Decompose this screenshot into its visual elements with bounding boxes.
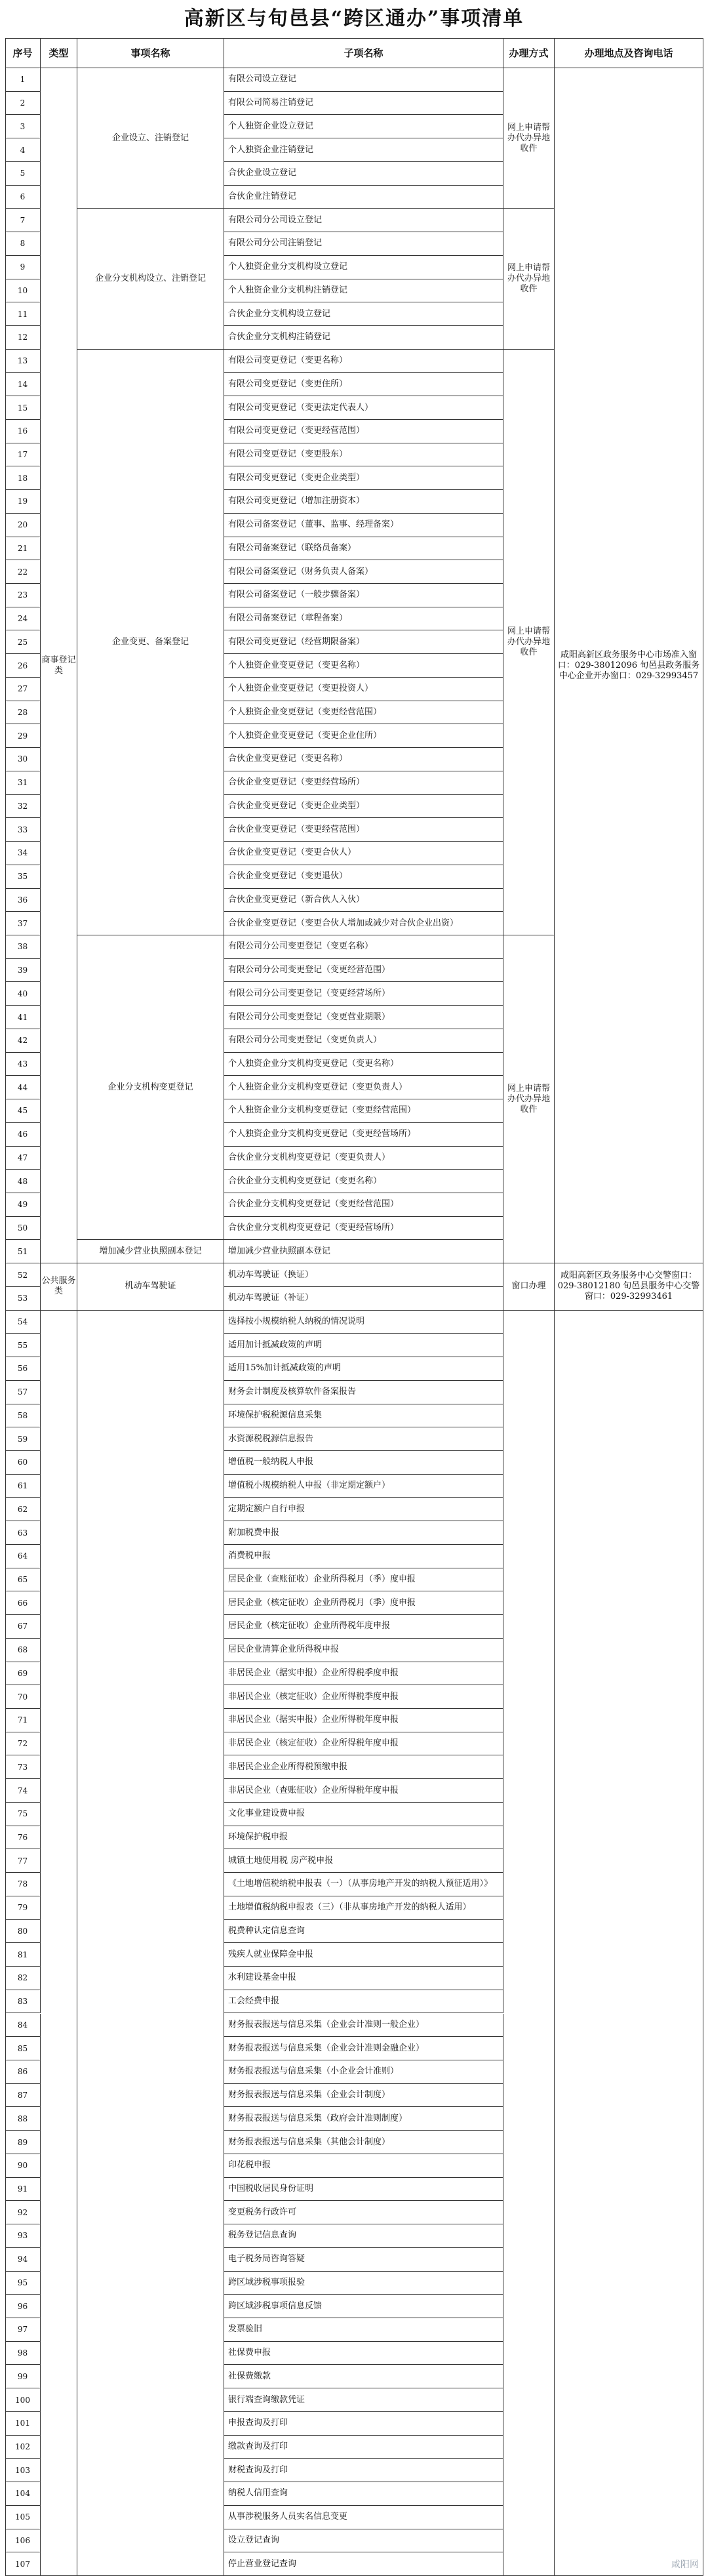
row-number: 34 (5, 842, 41, 865)
row-number: 6 (5, 186, 41, 209)
method-online: 网上申请帮办代办异地收件 (503, 350, 555, 935)
row-number: 49 (5, 1193, 41, 1217)
sub-item-name: 有限公司备案登记（一般步骤备案） (224, 584, 503, 607)
row-number: 69 (5, 1662, 41, 1686)
sub-item-name: 合伙企业注销登记 (224, 186, 503, 209)
row-number: 35 (5, 865, 41, 889)
sub-item-name: 残疾人就业保障金申报 (224, 1943, 503, 1967)
sub-item-name: 财务报表报送与信息采集（政府会计准则制度） (224, 2107, 503, 2131)
page-title: 高新区与旬邑县“跨区通办”事项清单 (184, 7, 524, 30)
sub-item-name: 个人独资企业分支机构变更登记（变更经营范围） (224, 1099, 503, 1123)
row-number: 4 (5, 138, 41, 162)
row-number: 50 (5, 1217, 41, 1240)
row-number: 36 (5, 889, 41, 912)
row-number: 103 (5, 2459, 41, 2482)
sub-item-name: 合伙企业分支机构设立登记 (224, 302, 503, 326)
row-number: 105 (5, 2506, 41, 2529)
row-number: 52 (5, 1263, 41, 1287)
sub-item-name: 消费税申报 (224, 1545, 503, 1568)
row-number: 30 (5, 748, 41, 771)
sub-item-name: 适用15%加计抵减政策的声明 (224, 1357, 503, 1381)
sub-item-name: 财务报表报送与信息采集（小企业会计准则） (224, 2060, 503, 2084)
row-number: 77 (5, 1849, 41, 1873)
sub-item-name: 增值税小规模纳税人申报（非定期定额户） (224, 1475, 503, 1498)
sub-item-name: 有限公司备案登记（董事、监事、经理备案） (224, 514, 503, 537)
row-number: 99 (5, 2365, 41, 2388)
row-number: 9 (5, 256, 41, 279)
sub-item-name: 适用加计抵减政策的声明 (224, 1334, 503, 1357)
row-number: 80 (5, 1920, 41, 1944)
row-number: 72 (5, 1732, 41, 1756)
header-sub-item: 子项名称 (224, 38, 503, 68)
sub-item-name: 非居民企业（核定征收）企业所得税季度申报 (224, 1685, 503, 1709)
sub-item-name: 变更税务行政许可 (224, 2201, 503, 2224)
sub-item-name: 个人独资企业分支机构变更登记（变更经营场所） (224, 1123, 503, 1147)
row-number: 40 (5, 982, 41, 1006)
row-number: 17 (5, 443, 41, 467)
row-number: 12 (5, 326, 41, 350)
sub-item-name: 财务报表报送与信息采集（企业会计准则一般企业） (224, 2014, 503, 2037)
sub-item-name: 机动车驾驶证（补证） (224, 1287, 503, 1311)
sub-item-name: 有限公司变更登记（变更股东） (224, 443, 503, 467)
row-number: 1 (5, 68, 41, 92)
row-number: 81 (5, 1943, 41, 1967)
row-number: 78 (5, 1873, 41, 1896)
row-number: 74 (5, 1779, 41, 1803)
sub-item-name: 纳税人信用查询 (224, 2482, 503, 2506)
row-number: 65 (5, 1568, 41, 1592)
row-number: 31 (5, 771, 41, 795)
sub-item-name: 合伙企业变更登记（变更企业类型） (224, 795, 503, 819)
header-method: 办理方式 (503, 38, 555, 68)
sub-item-name: 增值税一般纳税人申报 (224, 1451, 503, 1475)
sub-item-name: 有限公司变更登记（变更法定代表人） (224, 396, 503, 420)
sub-item-name: 跨区域涉税事项信息反馈 (224, 2295, 503, 2318)
row-number: 7 (5, 209, 41, 232)
place-public: 咸阳高新区政务服务中心交警窗口：029-38012180 旬邑县服务中心交警窗口：029-32993461 (555, 1263, 703, 1310)
watermark-logo: 咸阳网 (671, 2560, 699, 2570)
row-number: 33 (5, 818, 41, 842)
sub-item-name: 合伙企业变更登记（变更合伙人） (224, 842, 503, 865)
sub-item-name: 城镇土地使用税 房产税申报 (224, 1849, 503, 1873)
sub-item-name: 有限公司分公司变更登记（变更经营场所） (224, 982, 503, 1006)
row-number: 32 (5, 795, 41, 819)
row-number: 38 (5, 935, 41, 959)
row-number: 107 (5, 2552, 41, 2576)
row-number: 85 (5, 2037, 41, 2060)
row-number: 19 (5, 490, 41, 514)
row-number: 83 (5, 1990, 41, 2014)
sub-item-name: 增加减少营业执照副本登记 (224, 1240, 503, 1263)
sub-item-name: 停止营业登记查询 (224, 2552, 503, 2576)
sub-item-name: 个人独资企业分支机构变更登记（变更负责人） (224, 1076, 503, 1099)
row-number: 97 (5, 2318, 41, 2342)
matter-name: 企业分支机构设立、注销登记 (77, 209, 224, 349)
sub-item-name: 居民企业（核定征收）企业所得税年度申报 (224, 1615, 503, 1639)
row-number: 46 (5, 1123, 41, 1147)
sub-item-name: 税费种认定信息查询 (224, 1920, 503, 1944)
sub-item-name: 有限公司备案登记（联络员备案） (224, 537, 503, 561)
row-number: 20 (5, 514, 41, 537)
row-number: 98 (5, 2342, 41, 2365)
matter-name: 企业变更、备案登记 (77, 350, 224, 935)
row-number: 63 (5, 1521, 41, 1545)
sub-item-name: 银行端查询缴款凭证 (224, 2388, 503, 2412)
row-number: 67 (5, 1615, 41, 1639)
row-number: 2 (5, 92, 41, 115)
sub-item-name: 有限公司分公司变更登记（变更名称） (224, 935, 503, 959)
row-number: 8 (5, 232, 41, 256)
row-number: 29 (5, 724, 41, 748)
sub-item-name: 有限公司变更登记（变更住所） (224, 373, 503, 396)
sub-item-name: 合伙企业分支机构变更登记（变更经营范围） (224, 1193, 503, 1217)
sub-item-name: 机动车驾驶证（换证） (224, 1263, 503, 1287)
row-number: 70 (5, 1685, 41, 1709)
row-number: 59 (5, 1427, 41, 1451)
row-number: 92 (5, 2201, 41, 2224)
row-number: 95 (5, 2272, 41, 2295)
sub-item-name: 社保费申报 (224, 2342, 503, 2365)
row-number: 89 (5, 2131, 41, 2154)
sub-item-name: 定期定额户自行申报 (224, 1498, 503, 1521)
sub-item-name: 有限公司分公司设立登记 (224, 209, 503, 232)
sub-item-name: 个人独资企业分支机构变更登记（变更名称） (224, 1053, 503, 1076)
method-blank (503, 1311, 555, 2576)
sub-item-name: 电子税务局咨询答疑 (224, 2248, 503, 2272)
header-place: 办理地点及咨询电话 (555, 38, 703, 68)
row-number: 26 (5, 654, 41, 678)
row-number: 104 (5, 2482, 41, 2506)
sub-item-name: 财务报表报送与信息采集（其他会计制度） (224, 2131, 503, 2154)
sub-item-name: 财务报表报送与信息采集（企业会计制度） (224, 2084, 503, 2108)
sub-item-name: 居民企业（核定征收）企业所得税月（季）度申报 (224, 1591, 503, 1615)
sub-item-name: 非居民企业（查账征收）企业所得税年度申报 (224, 1779, 503, 1803)
row-number: 57 (5, 1381, 41, 1404)
sub-item-name: 环境保护税申报 (224, 1826, 503, 1850)
sub-item-name: 财务会计制度及核算软件备案报告 (224, 1381, 503, 1404)
sub-item-name: 有限公司备案登记（财务负责人备案） (224, 560, 503, 584)
sub-item-name: 个人独资企业注销登记 (224, 138, 503, 162)
sub-item-name: 有限公司变更登记（变更名称） (224, 350, 503, 373)
sub-item-name: 个人独资企业设立登记 (224, 115, 503, 138)
row-number: 10 (5, 279, 41, 303)
sub-item-name: 水资源税税源信息报告 (224, 1427, 503, 1451)
row-number: 106 (5, 2529, 41, 2553)
sub-item-name: 工会经费申报 (224, 1990, 503, 2014)
sub-item-name: 合伙企业分支机构变更登记（变更名称） (224, 1170, 503, 1193)
row-number: 88 (5, 2107, 41, 2131)
sub-item-name: 合伙企业变更登记（变更退伙） (224, 865, 503, 889)
sub-item-name: 非居民企业企业所得税预缴申报 (224, 1755, 503, 1779)
sub-item-name: 有限公司变更登记（增加注册资本） (224, 490, 503, 514)
sub-item-name: 环境保护税税源信息采集 (224, 1404, 503, 1428)
sub-item-name: 有限公司简易注销登记 (224, 92, 503, 115)
row-number: 87 (5, 2084, 41, 2108)
sub-item-name: 合伙企业变更登记（变更名称） (224, 748, 503, 771)
row-number: 56 (5, 1357, 41, 1381)
sub-item-name: 个人独资企业变更登记（变更名称） (224, 654, 503, 678)
sub-item-name: 财务报表报送与信息采集（企业会计准则金融企业） (224, 2037, 503, 2060)
sub-item-name: 合伙企业变更登记（变更经营场所） (224, 771, 503, 795)
row-number: 68 (5, 1639, 41, 1662)
row-number: 18 (5, 466, 41, 490)
row-number: 11 (5, 302, 41, 326)
method-online: 网上申请帮办代办异地收件 (503, 935, 555, 1263)
row-number: 41 (5, 1006, 41, 1029)
row-number: 94 (5, 2248, 41, 2272)
sub-item-name: 《土地增值税纳税申报表（一）（从事房地产开发的纳税人预征适用）》 (224, 1873, 503, 1896)
row-number: 21 (5, 537, 41, 561)
row-number: 64 (5, 1545, 41, 1568)
row-number: 71 (5, 1709, 41, 1732)
sub-item-name: 有限公司分公司变更登记（变更负责人） (224, 1029, 503, 1053)
row-number: 100 (5, 2388, 41, 2412)
sub-item-name: 发票验旧 (224, 2318, 503, 2342)
sub-item-name: 申报查询及打印 (224, 2412, 503, 2436)
row-number: 75 (5, 1803, 41, 1826)
sub-item-name: 附加税费申报 (224, 1521, 503, 1545)
sub-item-name: 个人独资企业分支机构设立登记 (224, 256, 503, 279)
row-number: 102 (5, 2436, 41, 2459)
category-public: 公共服务类 (41, 1263, 77, 1310)
sub-item-name: 合伙企业分支机构变更登记（变更经营场所） (224, 1217, 503, 1240)
matter-name: 企业设立、注销登记 (77, 68, 224, 209)
method-online: 网上申请帮办代办异地收件 (503, 209, 555, 349)
row-number: 91 (5, 2178, 41, 2201)
sub-item-name: 个人独资企业变更登记（变更经营范围） (224, 701, 503, 725)
sub-item-name: 合伙企业变更登记（变更经营范围） (224, 818, 503, 842)
sub-item-name: 跨区域涉税事项报验 (224, 2272, 503, 2295)
row-number: 22 (5, 560, 41, 584)
sub-item-name: 印花税申报 (224, 2154, 503, 2178)
sub-item-name: 非居民企业（核定征收）企业所得税年度申报 (224, 1732, 503, 1756)
matter-blank (77, 1311, 224, 2576)
category-blank (41, 1311, 77, 2576)
row-number: 43 (5, 1053, 41, 1076)
sub-item-name: 缴款查询及打印 (224, 2436, 503, 2459)
category-commerce: 商事登记类 (41, 68, 77, 1263)
row-number: 5 (5, 162, 41, 186)
row-number: 47 (5, 1147, 41, 1170)
row-number: 39 (5, 959, 41, 983)
sub-item-name: 合伙企业变更登记（新合伙人入伙） (224, 889, 503, 912)
row-number: 53 (5, 1287, 41, 1311)
sub-item-name: 有限公司变更登记（经营期限备案） (224, 630, 503, 654)
row-number: 101 (5, 2412, 41, 2436)
sub-item-name: 社保费缴款 (224, 2365, 503, 2388)
sub-item-name: 文化事业建设费申报 (224, 1803, 503, 1826)
sub-item-name: 个人独资企业分支机构注销登记 (224, 279, 503, 303)
sub-item-name: 设立登记查询 (224, 2529, 503, 2553)
sub-item-name: 财税查询及打印 (224, 2459, 503, 2482)
sub-item-name: 有限公司设立登记 (224, 68, 503, 92)
sub-item-name: 合伙企业变更登记（变更合伙人增加或减少对合伙企业出资） (224, 912, 503, 935)
sub-item-name: 有限公司分公司注销登记 (224, 232, 503, 256)
row-number: 3 (5, 115, 41, 138)
sub-item-name: 非居民企业（据实申报）企业所得税季度申报 (224, 1662, 503, 1686)
sub-item-name: 居民企业（查账征收）企业所得税月（季）度申报 (224, 1568, 503, 1592)
row-number: 55 (5, 1334, 41, 1357)
sub-item-name: 有限公司分公司变更登记（变更经营范围） (224, 959, 503, 983)
row-number: 42 (5, 1029, 41, 1053)
row-number: 23 (5, 584, 41, 607)
row-number: 86 (5, 2060, 41, 2084)
matter-name: 增加减少营业执照副本登记 (77, 1240, 224, 1263)
place-blank (555, 1311, 703, 2576)
header-matter: 事项名称 (77, 38, 224, 68)
sub-item-name: 非居民企业（据实申报）企业所得税年度申报 (224, 1709, 503, 1732)
sub-item-name: 有限公司变更登记（变更企业类型） (224, 466, 503, 490)
row-number: 93 (5, 2224, 41, 2248)
sub-item-name: 居民企业清算企业所得税申报 (224, 1639, 503, 1662)
row-number: 61 (5, 1475, 41, 1498)
row-number: 66 (5, 1591, 41, 1615)
place-commerce: 咸阳高新区政务服务中心市场准入窗口：029-38012096 旬邑县政务服务中心企业开办窗口：029-32993457 (555, 68, 703, 1263)
sub-item-name: 选择按小规模纳税人纳税的情况说明 (224, 1311, 503, 1334)
sub-item-name: 税务登记信息查询 (224, 2224, 503, 2248)
row-number: 14 (5, 373, 41, 396)
row-number: 44 (5, 1076, 41, 1099)
matter-name: 企业分支机构变更登记 (77, 935, 224, 1240)
matter-name: 机动车驾驶证 (77, 1263, 224, 1310)
row-number: 24 (5, 607, 41, 631)
sub-item-name: 土地增值税纳税申报表（三）（非从事房地产开发的纳税人适用） (224, 1896, 503, 1920)
sub-item-name: 合伙企业分支机构注销登记 (224, 326, 503, 350)
sub-item-name: 有限公司分公司变更登记（变更营业期限） (224, 1006, 503, 1029)
row-number: 62 (5, 1498, 41, 1521)
row-number: 45 (5, 1099, 41, 1123)
method-window: 窗口办理 (503, 1263, 555, 1310)
sub-item-name: 有限公司备案登记（章程备案） (224, 607, 503, 631)
row-number: 60 (5, 1451, 41, 1475)
row-number: 48 (5, 1170, 41, 1193)
row-number: 16 (5, 420, 41, 443)
row-number: 58 (5, 1404, 41, 1428)
row-number: 51 (5, 1240, 41, 1263)
row-number: 25 (5, 630, 41, 654)
sub-item-name: 中国税收居民身份证明 (224, 2178, 503, 2201)
row-number: 82 (5, 1967, 41, 1990)
row-number: 96 (5, 2295, 41, 2318)
row-number: 90 (5, 2154, 41, 2178)
row-number: 13 (5, 350, 41, 373)
header-seq: 序号 (5, 38, 41, 68)
row-number: 76 (5, 1826, 41, 1850)
sub-item-name: 合伙企业分支机构变更登记（变更负责人） (224, 1147, 503, 1170)
row-number: 28 (5, 701, 41, 725)
row-number: 84 (5, 2014, 41, 2037)
method-online: 网上申请帮办代办异地收件 (503, 68, 555, 209)
row-number: 73 (5, 1755, 41, 1779)
sub-item-name: 合伙企业设立登记 (224, 162, 503, 186)
row-number: 27 (5, 678, 41, 701)
row-number: 37 (5, 912, 41, 935)
sub-item-name: 有限公司变更登记（变更经营范围） (224, 420, 503, 443)
sub-item-name: 个人独资企业变更登记（变更企业住所） (224, 724, 503, 748)
sub-item-name: 从事涉税服务人员实名信息变更 (224, 2506, 503, 2529)
sub-item-name: 水利建设基金申报 (224, 1967, 503, 1990)
row-number: 79 (5, 1896, 41, 1920)
header-category: 类型 (41, 38, 77, 68)
row-number: 15 (5, 396, 41, 420)
row-number: 54 (5, 1311, 41, 1334)
sub-item-name: 个人独资企业变更登记（变更投资人） (224, 678, 503, 701)
